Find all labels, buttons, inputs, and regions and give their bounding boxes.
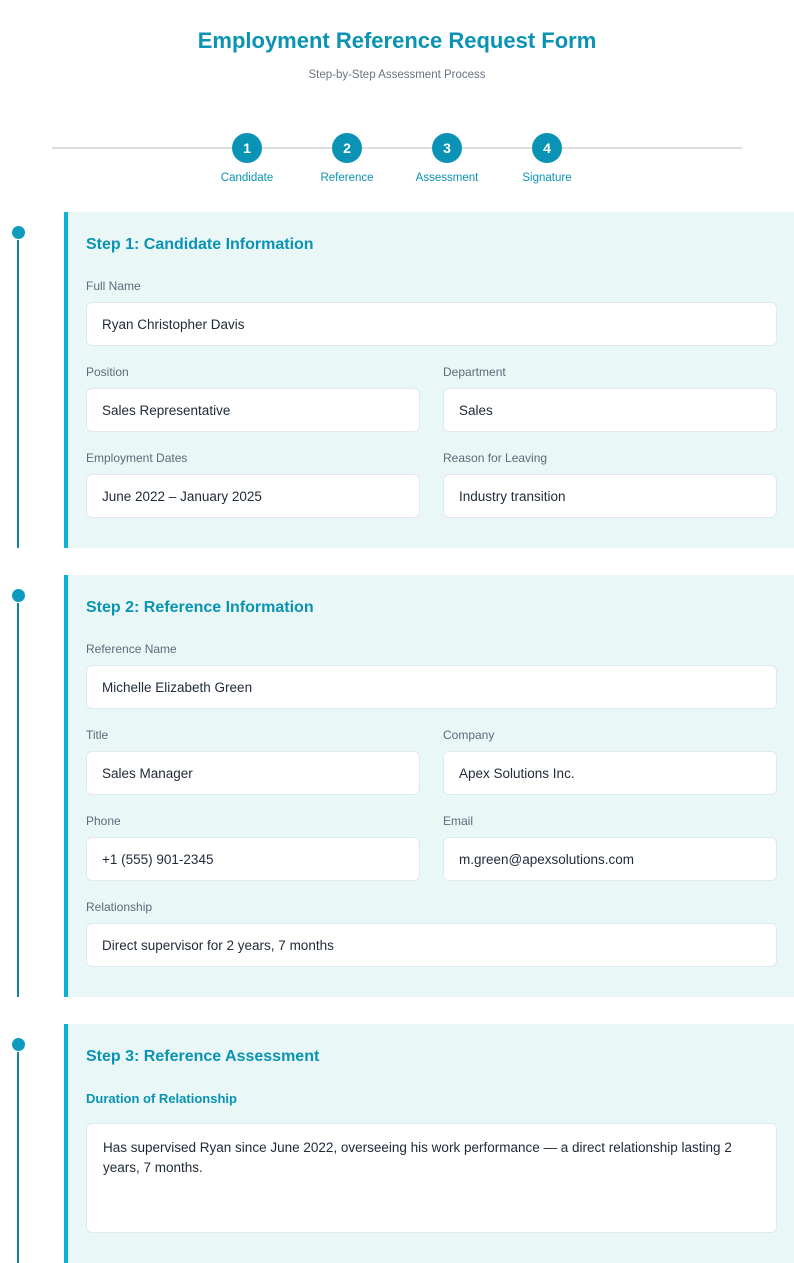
field-label: Employment Dates	[86, 451, 188, 465]
field-label: Company	[443, 728, 495, 742]
form-section	[64, 212, 794, 548]
form-field-relationship	[86, 900, 777, 967]
step-number: 3	[443, 140, 451, 156]
section-fields	[86, 279, 777, 518]
step-item-reference[interactable]	[292, 133, 402, 184]
form-field-reason-for-leaving	[443, 451, 777, 518]
step-number: 1	[243, 140, 251, 156]
step-label: Assessment	[415, 172, 479, 184]
form-field-phone	[86, 814, 420, 881]
field-label: Relationship	[86, 900, 153, 914]
step-number-circle[interactable]	[432, 133, 462, 163]
timeline-line	[17, 240, 19, 548]
section-fields	[86, 642, 777, 967]
input-reason-for-leaving[interactable]	[443, 474, 777, 518]
step-item-candidate[interactable]	[192, 133, 302, 184]
field-label: Department	[443, 365, 506, 379]
form-field-title	[86, 728, 420, 795]
form-field-position	[86, 365, 420, 432]
step-number-circle[interactable]	[232, 133, 262, 163]
form-field-employment-dates	[86, 451, 420, 518]
section-row	[0, 1024, 794, 1263]
input-title[interactable]	[86, 751, 420, 795]
section-row	[0, 575, 794, 997]
input-company[interactable]	[443, 751, 777, 795]
field-label: Full Name	[86, 279, 141, 293]
input-position[interactable]	[86, 388, 420, 432]
field-label: Email	[443, 814, 474, 828]
step-label: Candidate	[220, 172, 274, 184]
timeline-dot-icon	[12, 589, 25, 602]
field-label: Position	[86, 365, 129, 379]
timeline-line	[17, 1052, 19, 1263]
form-field-company	[443, 728, 777, 795]
section-title: Step 2: Reference Information	[86, 599, 314, 616]
step-item-assessment[interactable]	[392, 133, 502, 184]
input-full-name[interactable]	[86, 302, 777, 346]
timeline-line	[17, 603, 19, 997]
page-title: Employment Reference Request Form	[197, 28, 597, 53]
section-title: Step 3: Reference Assessment	[86, 1048, 320, 1065]
step-number: 2	[343, 140, 351, 156]
step-number-circle[interactable]	[332, 133, 362, 163]
assessment-textarea[interactable]: Has supervised Ryan since June 2022, overseeing his work performance — a direct relationship lasting 2 years, 7 months.	[86, 1123, 777, 1233]
field-label: Reason for Leaving	[443, 451, 548, 465]
field-label: Phone	[86, 814, 121, 828]
form-section	[64, 1024, 794, 1263]
input-reference-name[interactable]	[86, 665, 777, 709]
form-section	[64, 575, 794, 997]
page-subtitle: Step-by-Step Assessment Process	[308, 69, 486, 81]
input-employment-dates[interactable]	[86, 474, 420, 518]
form-field-full-name	[86, 279, 777, 346]
section-title: Step 1: Candidate Information	[86, 236, 314, 253]
input-phone[interactable]	[86, 837, 420, 881]
section-row	[0, 212, 794, 548]
input-email[interactable]	[443, 837, 777, 881]
sections	[0, 212, 794, 1263]
section-subheading: Duration of Relationship	[86, 1091, 237, 1106]
input-relationship[interactable]	[86, 923, 777, 967]
form-field-department	[443, 365, 777, 432]
form-field-reference-name	[86, 642, 777, 709]
step-label: Signature	[522, 172, 572, 184]
form-field-email	[443, 814, 777, 881]
step-number-circle[interactable]	[532, 133, 562, 163]
field-label: Title	[86, 728, 109, 742]
step-number: 4	[543, 140, 551, 156]
step-label: Reference	[320, 172, 374, 184]
input-department[interactable]	[443, 388, 777, 432]
step-item-signature[interactable]	[492, 133, 602, 184]
timeline-dot-icon	[12, 226, 25, 239]
stepper	[0, 133, 794, 191]
timeline-dot-icon	[12, 1038, 25, 1051]
field-label: Reference Name	[86, 642, 177, 656]
